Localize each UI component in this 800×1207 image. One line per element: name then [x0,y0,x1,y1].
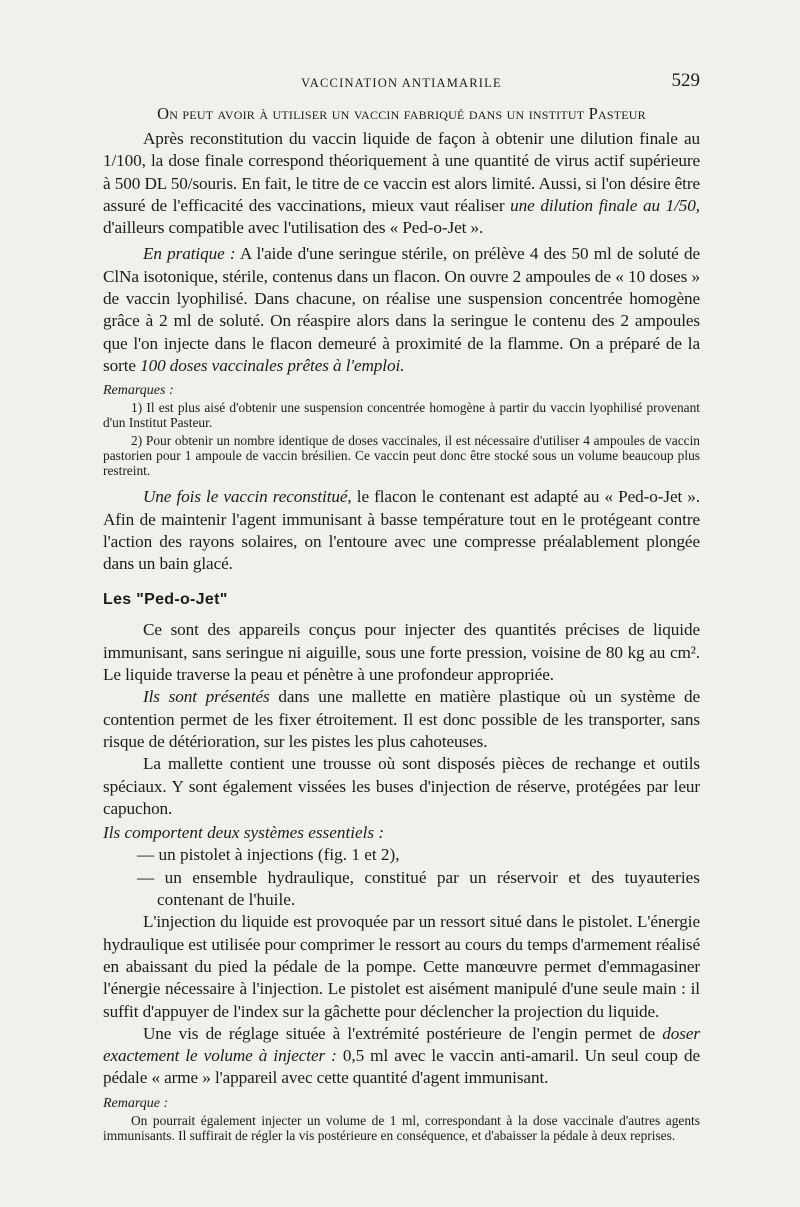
paragraph-1-emphasis: une dilution finale au 1/50, [510,195,700,215]
paragraph-1-end: d'ailleurs compatible avec l'utilisation des « Ped-o-Jet ». [103,218,484,238]
note-3: On pourrait également injecter un volume de 1 ml, correspondant à la dose vaccinale d'autres agents immunisants. Il suffirait de régler la vis postérieure en conséquence, et d'abaisser la pédale à deux reprises. [103,1112,700,1143]
paragraph-4: Ce sont des appareils conçus pour injecter des quantités précises de liquide immunisant, sans seringue ni aiguille, sous une forte pression, voisine de 80 kg au cm². Le liquide traverse la peau et pénètre à une profondeur appropriée. [103,620,700,685]
remarque-label: Remarque : [103,1095,169,1111]
list-intro: Ils comportent deux systèmes essentiels : [103,823,385,843]
paragraph-2-emphasis: 100 doses vaccinales prêtes à l'emploi. [140,355,405,375]
page-header [103,70,700,100]
note-1: 1) Il est plus aisé d'obtenir une suspension concentrée homogène à partir du vaccin lyophilisé provenant d'un Institut Pasteur. [103,400,700,431]
list-item: — un ensemble hydraulique, constitué par un réservoir et des tuyauteries contenant de l'huile. [137,867,700,910]
paragraph-5-text: dans une mallette en matière plastique où un système de contention permet de les fixer étroitement. Il est donc possible de les transporter, sans risque de détérioration, sur les pistes les plus cahoteuses. [103,687,700,751]
paragraph-1-text: Après reconstitution du vaccin liquide de façon à obtenir une dilution finale au 1/100, la dose finale correspond théoriquement à une quantité de virus actif supérieure à 500 DL 50/souris. En fait, le titre de ce vaccin est alors limité. Aussi, si l'on désire être assuré de l'efficacité des vaccinations, mieux vaut réaliser [103,129,700,215]
paragraph-3-lead: Une fois le vaccin reconstitué, [143,487,352,507]
paragraph-1 [103,128,700,239]
paragraph-3-text: le flacon le contenant est adapté au « Ped-o-Jet ». Afin de maintenir l'agent immunisant à basse température tout en le protégeant contre l'action des rayons solaires, on l'entoure avec une compresse préalablement plongée dans un bain glacé. [103,487,700,574]
paragraph-2-text: A l'aide d'une seringue stérile, on prélève 4 des 50 ml de soluté de ClNa isotonique, stérile, contenus dans un flacon. On ouvre 2 ampoules de « 10 doses » de vaccin lyophilisé. Dans chacune, on réalise une suspension concentrée homogène grâce à 2 ml de soluté. On réaspire alors dans la seringue le contenu des 2 ampoules que l'on injecte dans le flacon demeuré à proximité de la flamme. On a préparé de la sorte [103,244,700,375]
paragraph-8-end: 0,5 ml avec le vaccin anti-amaril. Un seul coup de pédale « arme » l'appareil avec cette quantité d'agent immunisant. [103,1046,701,1088]
paragraph-7: L'injection du liquide est provoquée par un ressort situé dans le pistolet. L'énergie hydraulique est utilisée pour comprimer le ressort au cours du temps d'armement réalisé en abaissant du pied la pédale de la pompe. Cette manœuvre permet d'emmagasiner l'énergie nécessaire à l'injection. Le pistolet est aisément manipulé d'une seule main : il suffit d'appuyer de l'index sur la gâchette pour déclencher la projection du liquide. [103,912,700,1021]
paragraph-2 [103,243,700,377]
paragraph-8 [103,1023,700,1090]
paragraph-8-text: Une vis de réglage située à l'extrémité postérieure de l'engin permet de [143,1023,663,1043]
list-item: — un pistolet à injections (fig. 1 et 2), [137,845,400,865]
paragraph-3 [103,486,700,575]
page-body [103,103,700,1143]
section-title: Les "Ped-o-Jet" [103,591,228,609]
paragraph-2-lead: En pratique : [143,244,236,264]
paragraph-5-lead: Ils sont présentés [143,687,270,707]
intro-heading: On peut avoir à utiliser un vaccin fabriqué dans un institut Pasteur [157,104,646,123]
paragraph-6: La mallette contient une trousse où sont disposés pièces de rechange et outils spéciaux. Y sont également vissées les buses d'injection de réserve, protégées par leur capuchon. [103,754,700,818]
paragraph-8-emphasis: doser exactement le volume à injecter : [103,1023,700,1066]
paragraph-5 [103,686,700,753]
note-2: 2) Pour obtenir un nombre identique de doses vaccinales, il est nécessaire d'utiliser 4 ampoules de vaccin pastorien pour 1 ampoule de vaccin brésilien. Ce vaccin peut donc être stocké sous un volume beaucoup plus restreint. [103,433,700,479]
remarques-label: Remarques : [103,383,174,399]
running-title: VACCINATION ANTIAMARILE [301,76,502,90]
page-number: 529 [671,70,700,91]
